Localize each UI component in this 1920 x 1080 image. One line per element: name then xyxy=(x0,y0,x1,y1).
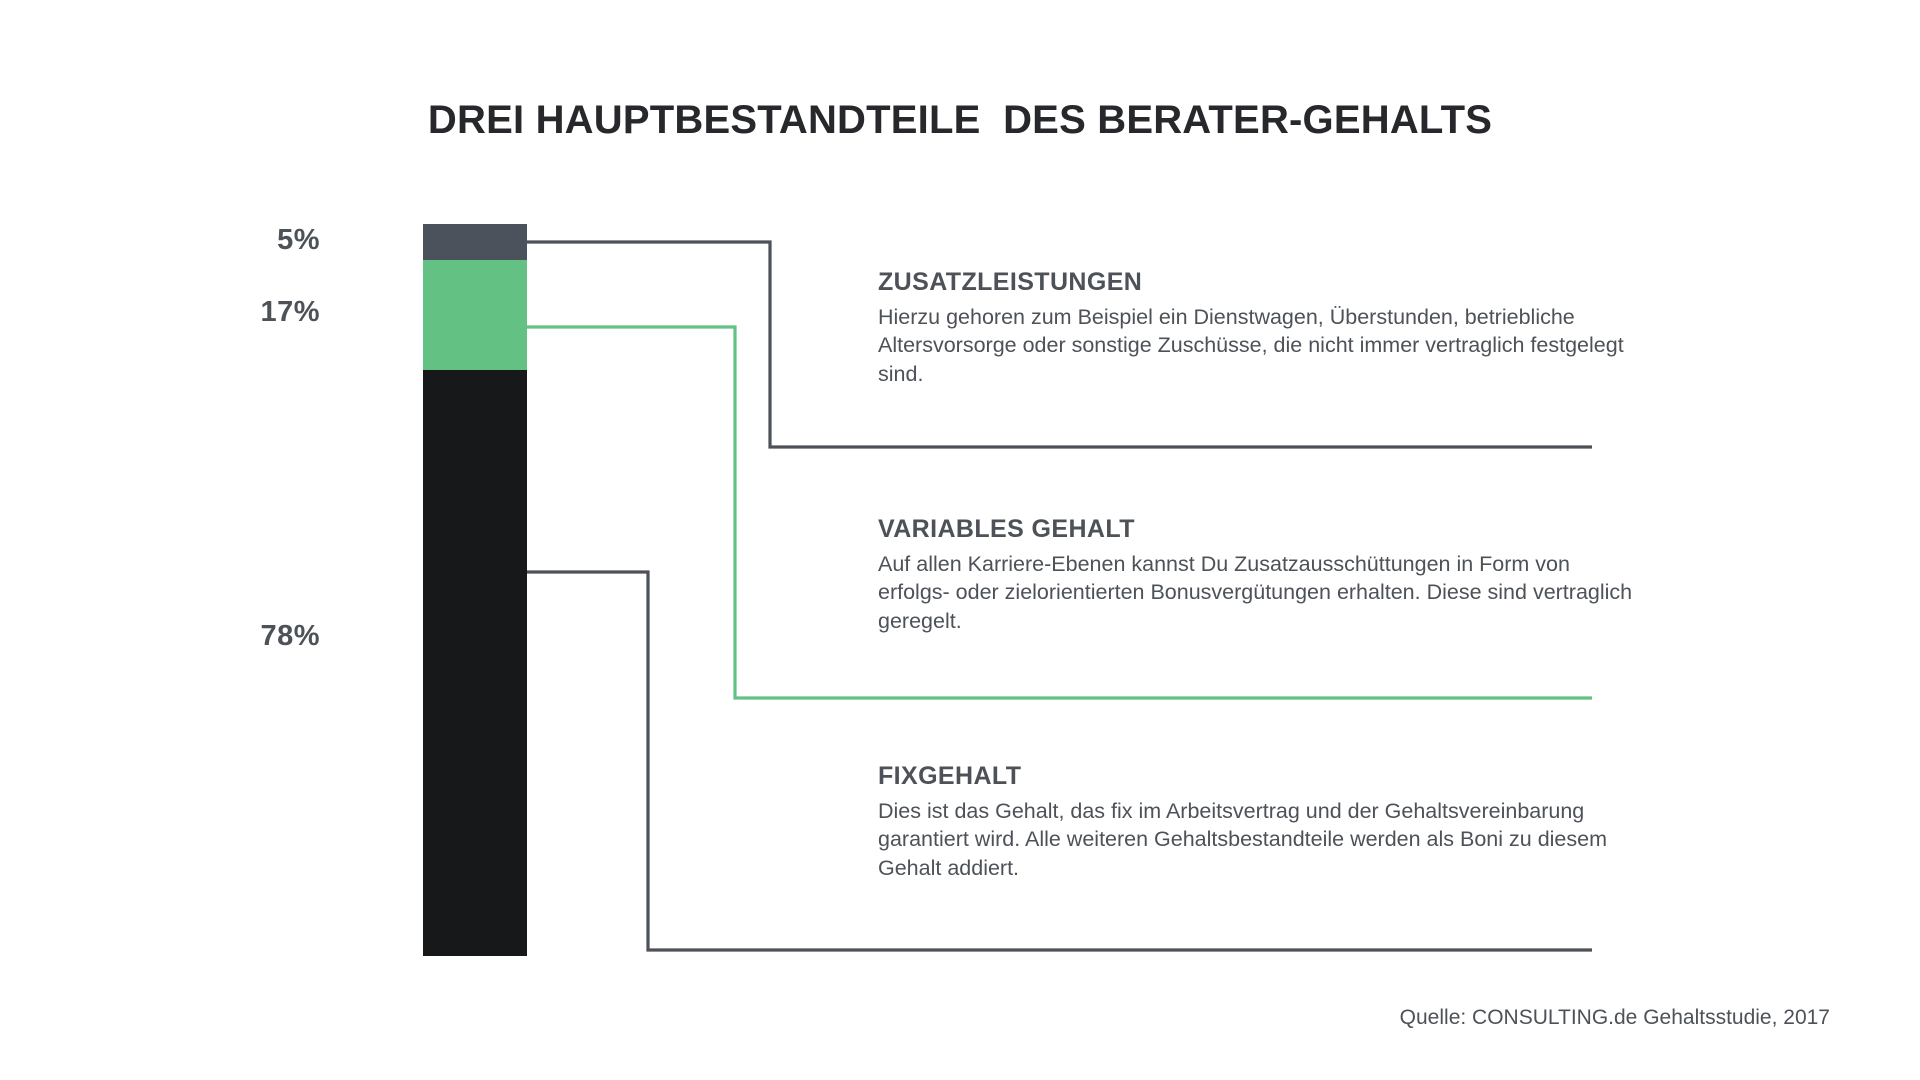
annotation-heading-fixgehalt: FIXGEHALT xyxy=(878,762,1022,790)
value-label-zusatzleistungen: 5% xyxy=(277,224,320,256)
bar-segment-variables-gehalt xyxy=(423,260,527,370)
annotation-zusatzleistungen xyxy=(878,268,1638,388)
bar-segment-zusatzleistungen xyxy=(423,224,527,260)
annotation-variables-gehalt xyxy=(878,515,1638,635)
page-title: DREI HAUPTBESTANDTEILE DES BERATER-GEHALTS xyxy=(427,98,1493,142)
bar-segment-fixgehalt xyxy=(423,370,527,956)
annotation-heading-variables-gehalt: VARIABLES GEHALT xyxy=(878,515,1135,543)
annotation-body-variables-gehalt: Auf allen Karriere-Ebenen kannst Du Zusatzausschüttungen in Form von erfolgs- oder zielorientierten Bonusvergütungen erhalten. Diese sind vertraglich geregelt. xyxy=(878,552,1633,633)
annotation-body-fixgehalt: Dies ist das Gehalt, das fix im Arbeitsvertrag und der Gehaltsvereinbarung garantiert wird. Alle weiteren Gehaltsbestandteile werden als Boni zu diesem Gehalt addiert. xyxy=(878,799,1608,880)
annotation-body-zusatzleistungen: Hierzu gehoren zum Beispiel ein Dienstwagen, Überstunden, betriebliche Altersvorsorge oder sonstige Zuschüsse, die nicht immer vertraglich festgelegt sind. xyxy=(878,305,1624,386)
value-label-fixgehalt: 78% xyxy=(260,620,320,652)
source-note: Quelle: CONSULTING.de Gehaltsstudie, 2017 xyxy=(1399,1006,1830,1029)
annotation-fixgehalt xyxy=(878,762,1638,882)
stacked-bar xyxy=(423,224,527,956)
annotation-heading-zusatzleistungen: ZUSATZLEISTUNGEN xyxy=(878,268,1143,296)
value-label-variables-gehalt: 17% xyxy=(260,296,320,328)
